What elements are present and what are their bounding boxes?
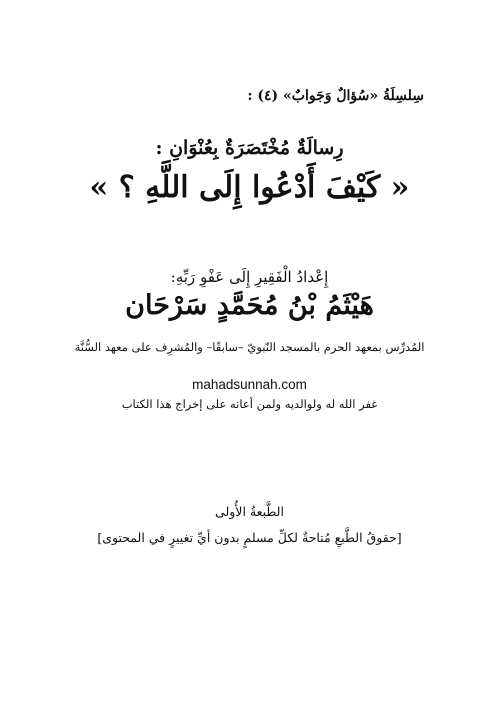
edition-label: الطَّبعةُ الأُولى: [215, 504, 284, 519]
author-position: المُدرِّس بمعهد الحرم بالمسجد النّبويّ –سابقًا– والمُشرِف على معهد السُّنَّة: [74, 340, 425, 354]
website-link[interactable]: mahadsunnah.com: [192, 377, 307, 392]
author-name: هَيْثَمُ بْنُ مُحَمَّدٍ سَرْحَان: [125, 290, 374, 321]
document-title: « كَيْفَ أَدْعُوا إِلَى اللَّهِ ؟ »: [89, 170, 410, 205]
prepared-by-label: إِعْدادُ الْفَقِيرِ إِلَى عَفْوِ رَبِّهِ:: [170, 268, 329, 286]
series-label: سِلسِلَةُ «سُؤالٌ وَجَوابٌ» (٤) :: [247, 88, 424, 104]
rights-notice: [حقوقُ الطَّبعِ مُتاحةٌ لكلِّ مسلمٍ بدون أيِّ تغييرٍ في المحتوى]: [97, 530, 402, 545]
document-subtitle: رِسالَةٌ مُخْتَصَرَةٌ بِعُنْوَانِ :: [155, 137, 344, 159]
dua-text: غفر الله له ولوالديه ولمن أعانه على إخراج هذا الكتاب: [121, 397, 378, 411]
